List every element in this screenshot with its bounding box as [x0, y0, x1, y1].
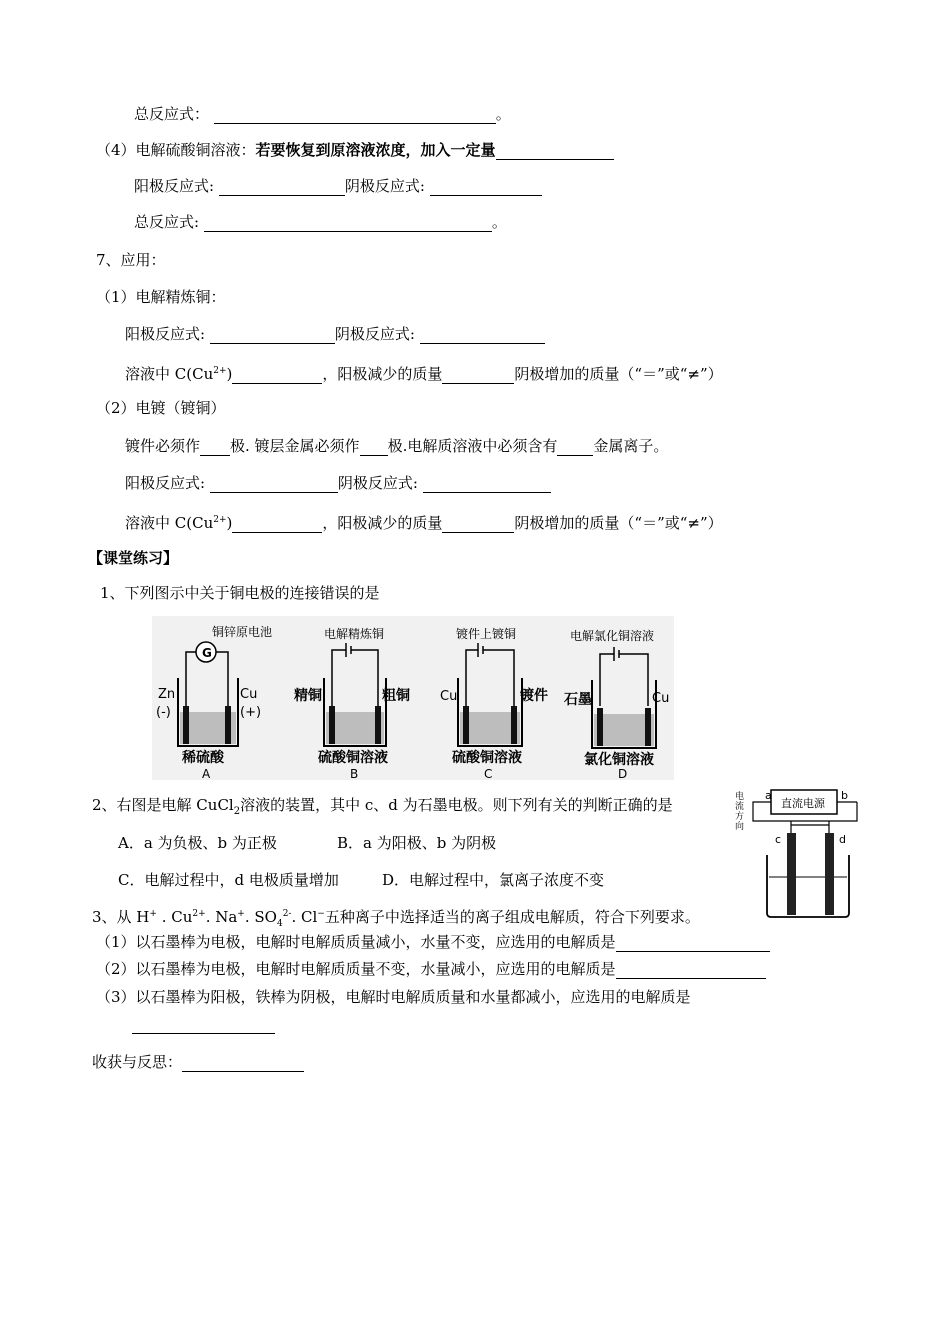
- electrode-left: [597, 708, 603, 746]
- q3-sup: 2-: [282, 909, 292, 919]
- q3-part-3-blank[interactable]: [132, 1017, 275, 1034]
- beaker: [767, 855, 849, 917]
- refine-solution-line: [125, 361, 723, 384]
- solution-text: 溶液中 C(Cu: [125, 365, 214, 383]
- electrode-left: [183, 706, 189, 744]
- cell-d-letter: D: [618, 767, 628, 780]
- cell-d-solution: 氯化铜溶液: [584, 752, 654, 768]
- plating-requirements-line: [125, 436, 668, 456]
- charge-sup: 2+: [213, 515, 227, 525]
- q3-part-2-blank[interactable]: [616, 962, 766, 979]
- item4-line: [96, 140, 614, 160]
- q3-part-3: （3）以石墨棒为阳极，铁棒为阴极，电解时电解质质量和水量都减小，应选用的电解质是: [96, 988, 691, 1006]
- cell-b-solution: 硫酸铜溶液: [318, 750, 388, 766]
- cathode-blank[interactable]: [430, 179, 542, 196]
- cell-d-right: Cu: [652, 691, 670, 706]
- cathode-blank[interactable]: [420, 327, 545, 344]
- q3-sup: +: [237, 909, 245, 919]
- paren: ): [226, 514, 233, 532]
- current-label-4: 向: [735, 822, 745, 832]
- anode-blank[interactable]: [219, 179, 345, 196]
- plating-text-3: 极.电解质溶液中必须含有: [387, 437, 558, 455]
- plating-blank-1[interactable]: [200, 439, 230, 456]
- electrode-left: [329, 706, 335, 744]
- charge-sup: 2+: [213, 366, 227, 376]
- anode-label: 阳极反应式:: [125, 474, 206, 492]
- q3-text: 3、从 H: [92, 908, 150, 926]
- solution-text: 溶液中 C(Cu: [125, 514, 214, 532]
- q3-sup: −: [317, 909, 325, 919]
- cell-b-right: 粗铜: [382, 688, 410, 704]
- electrode-d: [825, 833, 834, 915]
- concentration-blank[interactable]: [232, 516, 322, 533]
- q3-part-2: [96, 959, 766, 979]
- period: 。: [491, 213, 507, 231]
- q3-sup: +: [149, 909, 157, 919]
- cell-c-letter: C: [484, 767, 493, 780]
- mass-text: ，阳极减少的质量: [322, 514, 443, 532]
- paren: ): [226, 365, 233, 383]
- q3-sup: 2+: [192, 909, 206, 919]
- current-label-1: 电: [735, 792, 745, 802]
- mass-text: ，阳极减少的质量: [322, 365, 443, 383]
- total-reaction-line-2: [134, 212, 507, 232]
- cell-b-letter: B: [350, 767, 359, 780]
- cell-d-left: 石墨: [564, 692, 592, 708]
- electrode-right: [645, 708, 651, 746]
- electrode-c-label: c: [775, 833, 782, 846]
- refine-electrode-line: [125, 324, 545, 344]
- electrode-d-label: d: [839, 833, 846, 846]
- total-reaction-line-1: [134, 104, 511, 124]
- cell-a-left-sign: (-): [156, 705, 171, 720]
- electrode-right: [375, 706, 381, 744]
- q2-text-1: 2、右图是电解 CuCl: [92, 796, 234, 814]
- reflection-blank[interactable]: [182, 1055, 304, 1072]
- power-label: 直流电源: [781, 797, 825, 810]
- question-3: [92, 904, 700, 934]
- total-reaction-blank[interactable]: [214, 107, 496, 124]
- plating-title: （2）电镀（镀铜）: [96, 399, 226, 417]
- cell-a-title: 铜锌原电池: [212, 625, 273, 639]
- q3-part-2-text: （2）以石墨棒为电极，电解时电解质质量不变，水量减小，应选用的电解质是: [96, 960, 616, 978]
- section7-title: 7、应用：: [96, 251, 166, 269]
- cell-b-title: 电解精炼铜: [324, 627, 385, 641]
- cathode-blank[interactable]: [423, 476, 551, 493]
- cell-a-right-sign: (+): [240, 705, 262, 720]
- mass-blank[interactable]: [442, 516, 514, 533]
- total-reaction-label: 总反应式:: [134, 213, 200, 231]
- q3-sub: 4: [276, 919, 283, 929]
- q3-part-1-blank[interactable]: [616, 935, 770, 952]
- anode-label: 阳极反应式:: [125, 325, 206, 343]
- item4-blank[interactable]: [496, 143, 614, 160]
- item4-instruction: 若要恢复到原溶液浓度，加入一定量: [255, 141, 496, 159]
- current-label-2: 流: [735, 802, 745, 812]
- galvanometer-label: G: [202, 646, 212, 660]
- plating-text-2: 极. 镀层金属必须作: [230, 437, 360, 455]
- cathode-label: 阴极反应式:: [344, 177, 425, 195]
- electrode-left: [463, 706, 469, 744]
- cell-b-left: 精铜: [294, 688, 322, 704]
- cell-a-left: Zn: [158, 687, 176, 702]
- q2-electrolysis-figure: [733, 785, 863, 920]
- plating-solution-line: [125, 510, 723, 533]
- reflection-line: [92, 1052, 304, 1072]
- q2-option-b: B．a 为阳极、b 为阴极: [337, 834, 497, 852]
- q2-sub: 2: [233, 806, 241, 817]
- total-reaction-label: 总反应式：: [134, 105, 210, 123]
- mass-tail: 阴极增加的质量（“＝”或“≠”）: [514, 514, 723, 532]
- electrode-c: [787, 833, 796, 915]
- q1-electrode-figure: [152, 616, 674, 780]
- period: 。: [495, 105, 511, 123]
- plating-blank-2[interactable]: [360, 439, 388, 456]
- cathode-label: 阴极反应式:: [334, 325, 415, 343]
- q3-text: . Cl: [291, 908, 318, 926]
- cell-c-title: 镀件上镀铜: [456, 627, 517, 641]
- plating-text-4: 金属离子。: [593, 437, 669, 455]
- refine-title: （1）电解精炼铜：: [96, 288, 226, 306]
- total-reaction-blank[interactable]: [204, 215, 492, 232]
- electrode-right: [225, 706, 231, 744]
- cell-c-left: Cu: [440, 689, 458, 704]
- practice-header: 【课堂练习】: [88, 549, 179, 567]
- current-label-3: 方: [735, 812, 745, 822]
- q3-part-1-text: （1）以石墨棒为电极，电解时电解质质量减小，水量不变，应选用的电解质是: [96, 933, 616, 951]
- question-1: 1、下列图示中关于铜电极的连接错误的是: [100, 584, 380, 602]
- q2-option-a: A．a 为负极、b 为正极: [118, 834, 277, 852]
- terminal-a: a: [765, 789, 772, 802]
- plating-electrode-line: [125, 473, 551, 493]
- cell-d-title: 电解氯化铜溶液: [570, 629, 655, 643]
- cathode-label: 阴极反应式:: [337, 474, 418, 492]
- electrode-right: [511, 706, 517, 744]
- reflection-label: 收获与反思：: [92, 1053, 183, 1071]
- q3-part-1: [96, 932, 770, 952]
- q3-text: . Cu: [156, 908, 193, 926]
- cell-a-solution: 稀硫酸: [182, 750, 224, 766]
- cell-a-letter: A: [202, 767, 211, 780]
- q3-text: . SO: [244, 908, 277, 926]
- q3-text: 五种离子中选择适当的离子组成电解质，符合下列要求。: [324, 908, 700, 926]
- concentration-blank[interactable]: [232, 367, 322, 384]
- question-2: [92, 795, 673, 822]
- cell-a-right: Cu: [240, 687, 258, 702]
- plating-blank-3[interactable]: [557, 439, 593, 456]
- q3-part-3-answer: [132, 1014, 275, 1034]
- cell-c-solution: 硫酸铜溶液: [452, 750, 522, 766]
- q3-text: . Na: [205, 908, 238, 926]
- q2-text-2: 溶液的装置，其中 c、d 为石墨电极。则下列有关的判断正确的是: [240, 796, 673, 814]
- cell-c-right: 镀件: [520, 688, 548, 704]
- anode-label: 阳极反应式:: [134, 177, 215, 195]
- electrode-reaction-line-1: [134, 176, 542, 196]
- mass-tail: 阴极增加的质量（“＝”或“≠”）: [514, 365, 723, 383]
- q2-option-d: D．电解过程中，氯离子浓度不变: [382, 871, 605, 889]
- mass-blank[interactable]: [442, 367, 514, 384]
- item4-title: （4）电解硫酸铜溶液：: [96, 141, 256, 159]
- anode-blank[interactable]: [210, 327, 335, 344]
- plating-text-1: 镀件必须作: [125, 437, 201, 455]
- q2-option-c: C．电解过程中，d 电极质量增加: [118, 871, 339, 889]
- terminal-b: b: [841, 789, 848, 802]
- anode-blank[interactable]: [210, 476, 338, 493]
